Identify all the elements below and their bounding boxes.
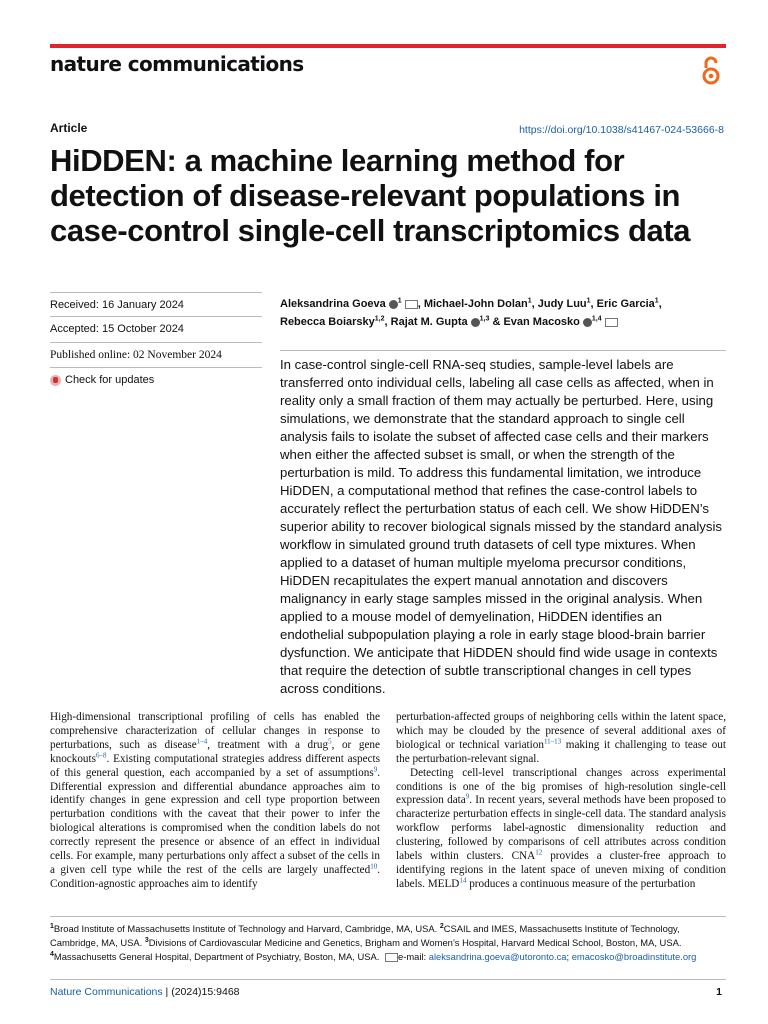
aff-number: 1 xyxy=(50,922,54,930)
author-list: Aleksandrina Goeva $^1$ , Michael-John Dolan$^1$, Judy Luu$^1$, Eric Garcia$^1$, Rebecca Boiarsky$^{1,2}$, Rajat M. Gupta $^{1,3}$ & Evan Macosko $^{1,4}$ xyxy=(280,297,662,328)
footer-volume: | (2024)15:9468 xyxy=(162,986,240,998)
email-link-macosko[interactable]: emacosko@broadinstitute.org xyxy=(571,950,697,962)
orcid-icon[interactable] xyxy=(471,318,480,327)
affiliation-text: CSAIL and IMES, Massachusetts Institute of Technology, Cambridge, MA, USA. xyxy=(50,923,680,948)
article-title: HiDDEN: a machine learning method for detection of disease-relevant populations in case-control single-cell transcriptomics data xyxy=(50,143,691,248)
author-affiliation: 1,4 xyxy=(591,315,602,323)
journal-name: nature communications xyxy=(50,52,304,76)
body-column-right xyxy=(396,711,726,892)
author-affiliation: 1,2 xyxy=(374,315,385,323)
author-name: Aleksandrina Goeva xyxy=(280,298,386,310)
aff-number: 4 xyxy=(50,950,54,958)
check-updates-label: Check for updates xyxy=(65,374,155,386)
citation-ref[interactable]: 14 xyxy=(459,876,467,885)
email-link-goeva[interactable]: aleksandrina.goeva@utoronto.ca xyxy=(428,950,567,962)
received-date: Received: 16 January 2024 xyxy=(50,292,262,311)
body-paragraph: High-dimensional transcriptional profiling of cells has enabled the comprehensive characterization of cellular changes in response to perturbations, such as disease$^{1-4}$, treatment with a drug$^5$, or gene knockouts$^{6-8}$. Existing computational strategies address different aspects of this general question, each accompanied by a set of assumptions$^9$. Differential expression and differential abundance approaches aim to identify changes in gene expression and cell type proportion between perturbation conditions with the caveat that their power to infer the biological alterations is compromised when the condition labels do not correctly represent the presence or absence of an effect in individual cells. For example, many perturbations only affect a subset of the cells in a given cell type while the rest of the cells are largely unaffected$^{10}$. Condition-agnostic approaches aim to identify xyxy=(50,711,380,890)
accepted-date: Accepted: 15 October 2024 xyxy=(50,316,262,335)
author-affiliation: 1,3 xyxy=(479,315,490,323)
header-accent-bar xyxy=(50,44,726,48)
citation-ref[interactable]: 9 xyxy=(465,792,470,801)
affiliation-text: Divisions of Cardiovascular Medicine and Genetics, Brigham and Women’s Hospital, Harvard Medical School, Boston, MA, USA. xyxy=(148,936,682,948)
body-paragraph: Detecting cell-level transcriptional changes across experimental conditions is one of the big promises of high-resolution single-cell expression data$^9$. In recent years, several methods have been proposed to characterize perturbation effects in single-cell data. The standard analysis workflow performs label-agnostic dimensionality reduction and clustering, followed by comparisons of cell attributes across condition labels within clusters. CNA$^{12}$ provides a cluster-free approach to identifying regions in the latent space of uneven mixing of condition labels. MELD$^{14}$ produces a continuous measure of the perturbation xyxy=(396,766,726,890)
citation-ref[interactable]: 11–13 xyxy=(543,737,562,746)
email-separator: ; xyxy=(566,950,572,962)
open-access-icon xyxy=(700,56,722,86)
orcid-icon[interactable] xyxy=(583,318,592,327)
check-updates-row xyxy=(50,367,262,386)
article-type: Article xyxy=(50,121,88,135)
mail-icon xyxy=(385,953,398,962)
mail-icon[interactable] xyxy=(605,318,618,327)
affiliation-text: Massachusetts General Hospital, Department of Psychiatry, Boston, MA, USA. xyxy=(53,950,382,962)
aff-number: 2 xyxy=(439,922,444,930)
affiliation-text: Broad Institute of Massachusetts Institute of Technology and Harvard, Cambridge, MA, USA. xyxy=(53,923,440,934)
author-name: Judy Luu xyxy=(537,298,587,310)
mail-icon[interactable] xyxy=(405,300,418,309)
footer-citation xyxy=(50,986,240,998)
doi-link[interactable]: https://doi.org/10.1038/s41467-024-53666-8 xyxy=(519,124,724,136)
author-affiliation: 1 xyxy=(654,297,659,305)
footer-divider xyxy=(50,979,726,980)
body-column-left xyxy=(50,711,380,892)
author-affiliation: 1 xyxy=(527,297,532,305)
author-name: Rajat M. Gupta xyxy=(390,316,468,328)
citation-ref[interactable]: 12 xyxy=(535,848,543,857)
author-name: Michael-John Dolan xyxy=(423,298,528,310)
check-updates-button[interactable] xyxy=(50,374,262,386)
body-paragraph: perturbation-affected groups of neighboring cells within the latent space, which may be clouded by the presence of several additional axes of biological or technical variation$^{11-13}$ making it challenging to tease out the perturbation-relevant signal. xyxy=(396,711,726,765)
orcid-icon[interactable] xyxy=(389,300,398,309)
author-name: Evan Macosko xyxy=(503,316,580,328)
page-number: 1 xyxy=(716,986,722,998)
citation-ref[interactable]: 10 xyxy=(370,862,378,871)
author-name: Eric Garcia xyxy=(596,298,655,310)
affiliations-footnote xyxy=(50,916,726,963)
aff-number: 3 xyxy=(144,936,149,944)
citation-ref[interactable]: 9 xyxy=(373,764,378,773)
citation-ref[interactable]: 1–4 xyxy=(196,737,208,746)
abstract: In case-control single-cell RNA-seq studies, sample-level labels are transferred onto individual cells, labeling all case cells as affected, when in reality only a small fraction of them may actually be perturbed. Here, using simulations, we demonstrate that the standard approach to single cell analysis fails to isolate the subset of affected case cells and their markers when either the affected subset is small, or when the strength of the perturbation is mild. To address this fundamental limitation, we introduce HiDDEN, a computational method that refines the case-control labels to accurately reflect the perturbation status of each cell. We show HiDDEN’s superior ability to recover biological signals missed by the standard analysis workflow in simulated ground truth datasets of cell type mixtures. When applied to a dataset of human multiple myeloma precursor conditions, HiDDEN recapitulates the expert manual annotation and discovers malignancy in early stage samples missed in the original analysis. When applied to a mouse model of demyelination, HiDDEN identifies an endothelial subpopulation playing a role in early stage blood-brain barrier dysfunction. We anticipate that HiDDEN should find wide usage in contexts that require the detection of subtle transcriptional changes in cell types across conditions. xyxy=(280,357,723,696)
citation-ref[interactable]: 6–8 xyxy=(96,750,107,759)
published-date: Published online: 02 November 2024 xyxy=(50,342,262,361)
footer-journal[interactable]: Nature Communications xyxy=(50,986,163,998)
author-affiliation: 1 xyxy=(397,297,402,305)
abstract-divider xyxy=(280,350,726,351)
author-affiliation: 1 xyxy=(586,297,591,305)
citation-ref[interactable]: 5 xyxy=(328,737,332,746)
author-name: Rebecca Boiarsky xyxy=(280,316,375,328)
email-label: e-mail: xyxy=(398,950,429,962)
crossmark-icon xyxy=(50,375,61,386)
